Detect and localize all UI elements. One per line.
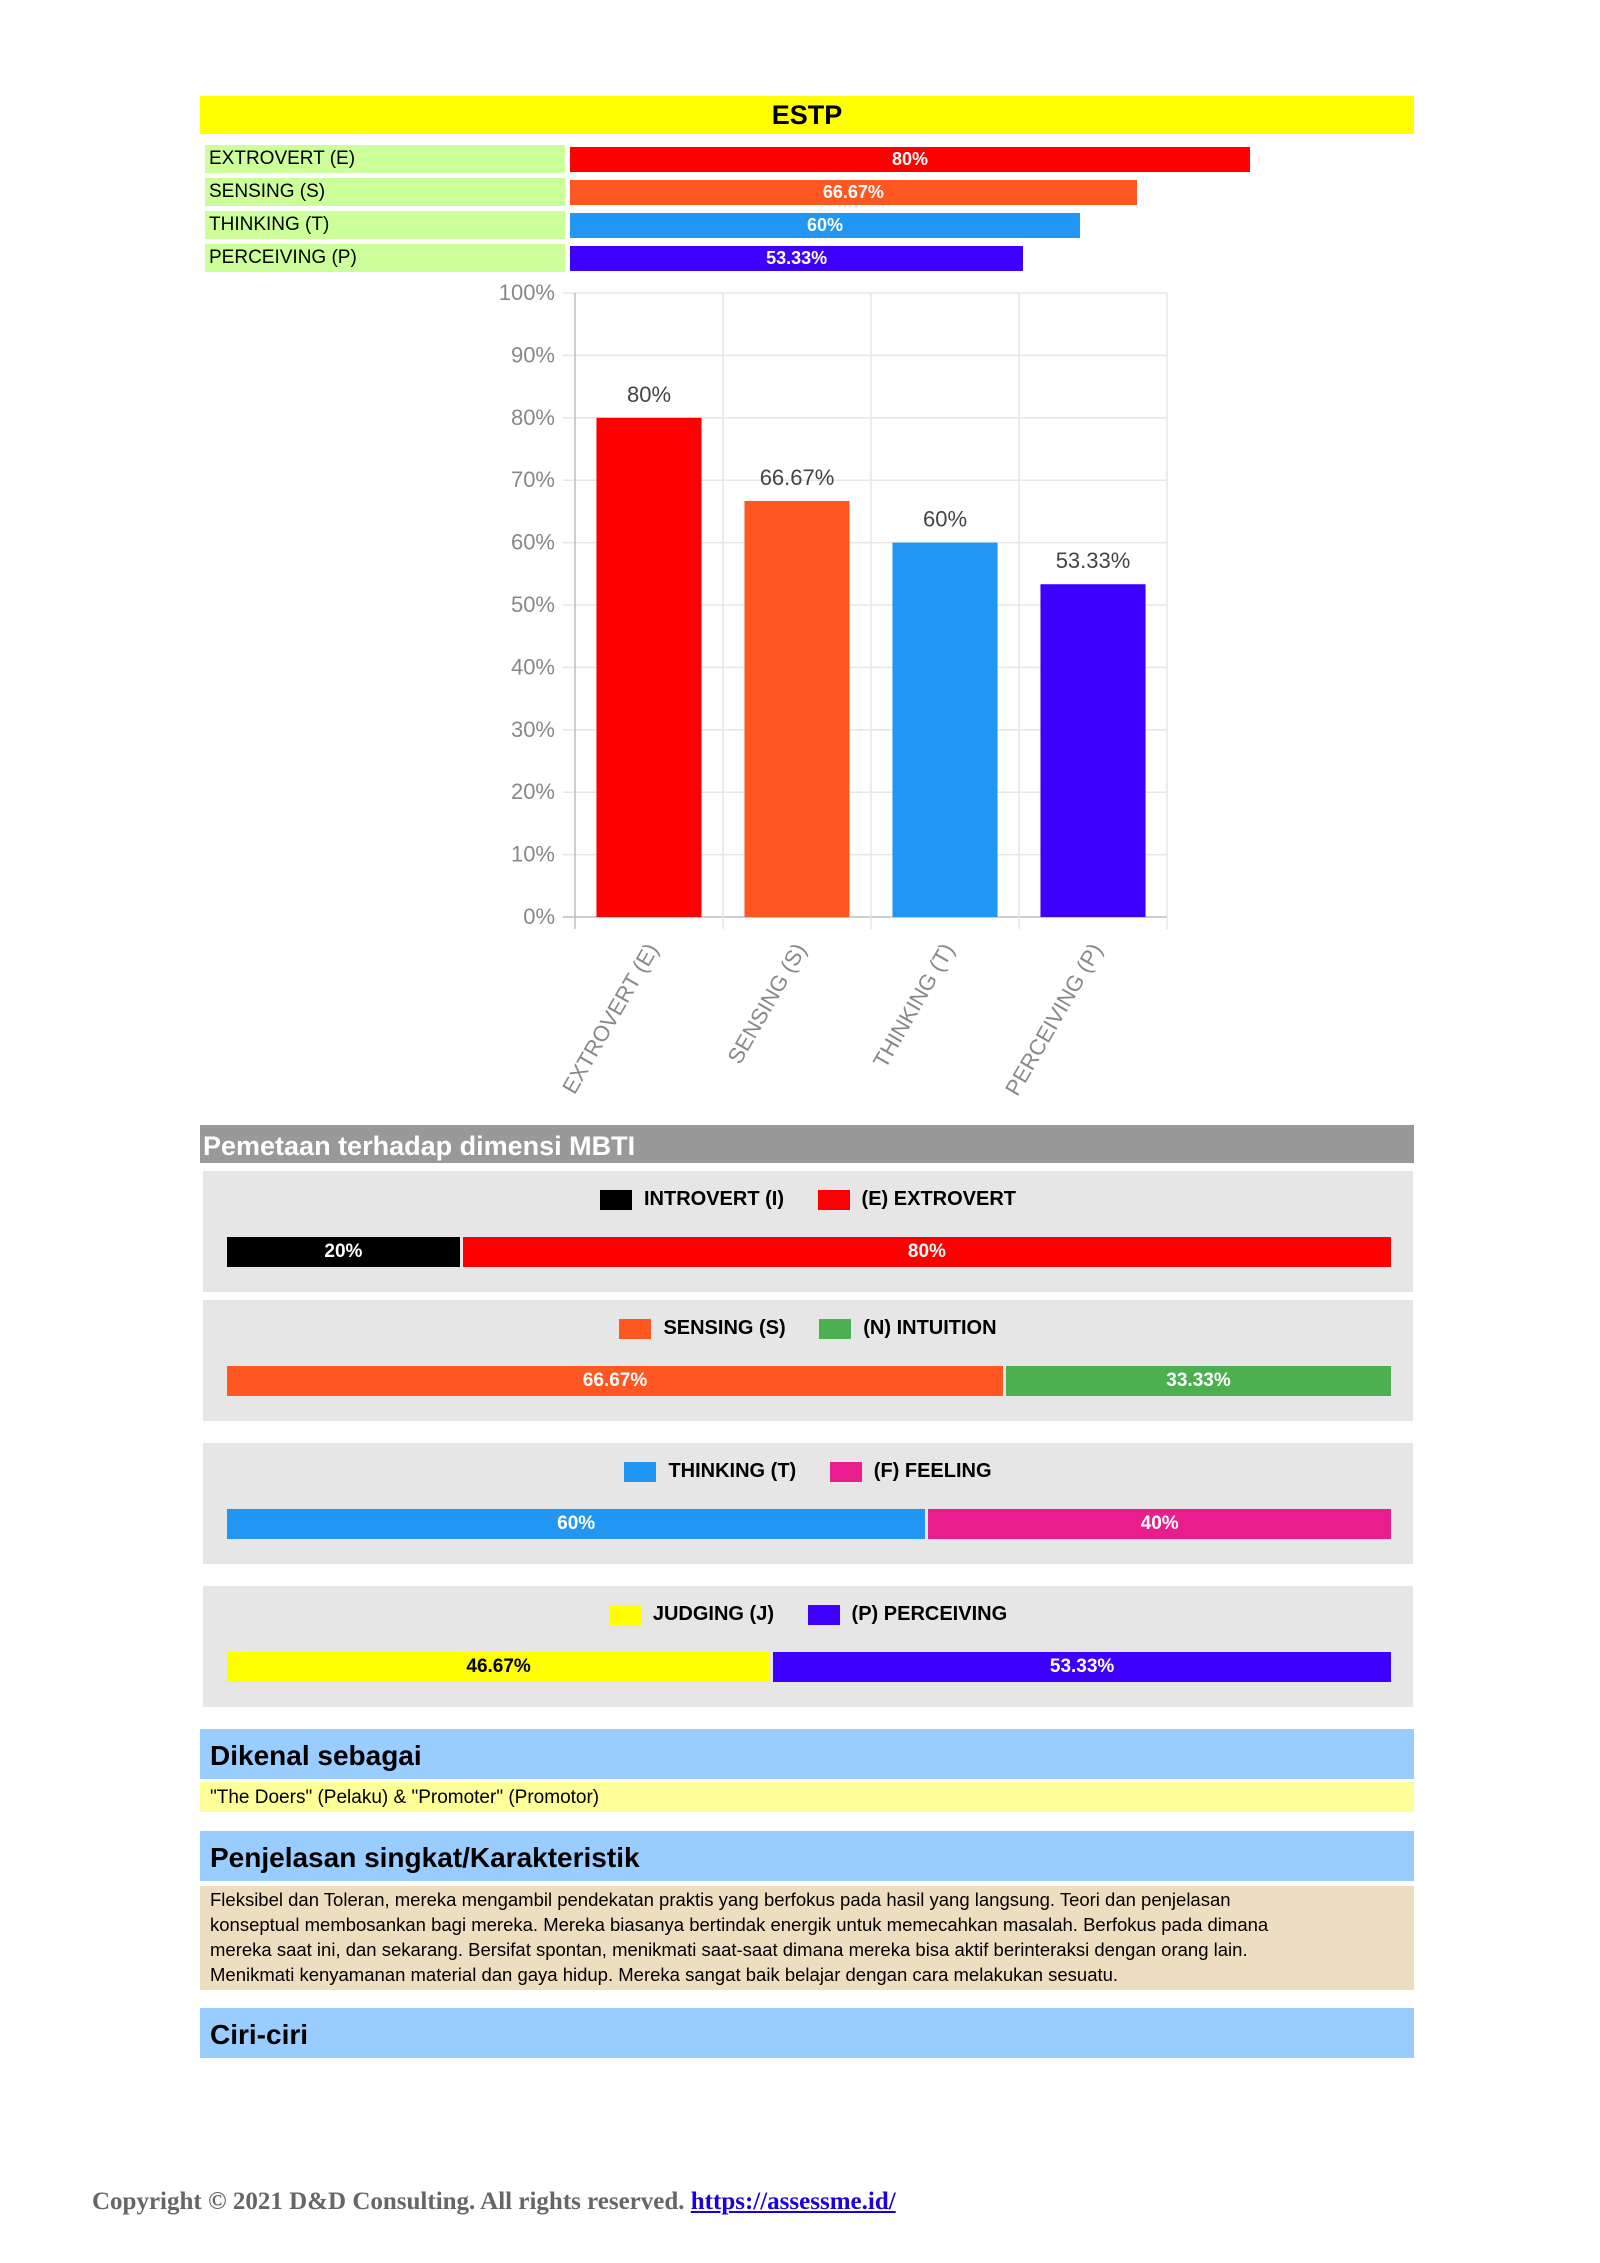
dimension-split-bar (227, 1237, 1391, 1267)
y-tick-label: 30% (510, 716, 555, 742)
dimension-legend (203, 1317, 1413, 1341)
bar (744, 501, 849, 917)
description-title: Penjelasan singkat/Karakteristik (200, 1831, 1414, 1881)
split-right-segment: 53.33% (770, 1652, 1391, 1682)
y-tick-label: 60% (510, 529, 555, 555)
dimension-sn (203, 1300, 1413, 1421)
legend-left (609, 1603, 774, 1626)
y-tick-label: 10% (510, 841, 555, 867)
y-tick-label: 40% (510, 654, 555, 680)
bar (1040, 584, 1145, 917)
known-as-text: "The Doers" (Pelaku) & "Promoter" (Promotor) (200, 1782, 1414, 1812)
split-right-segment: 33.33% (1003, 1366, 1391, 1396)
personality-type-title: ESTP (200, 96, 1414, 134)
description-text (200, 1886, 1414, 1990)
summary-label: SENSING (S) (205, 178, 565, 206)
summary-label: THINKING (T) (205, 211, 565, 239)
y-tick-label: 100% (498, 280, 555, 305)
legend-swatch (819, 1319, 851, 1339)
legend-right (808, 1603, 1008, 1626)
legend-label: (N) INTUITION (863, 1317, 997, 1339)
x-tick-label: EXTROVERT (E) (557, 939, 664, 1098)
legend-right (819, 1317, 996, 1340)
legend-swatch (808, 1605, 840, 1625)
legend-swatch (619, 1319, 651, 1339)
legend-label: JUDGING (J) (652, 1603, 774, 1625)
dimension-split-bar (227, 1652, 1391, 1682)
data-label: 60% (922, 506, 968, 532)
dimension-ie (203, 1171, 1413, 1292)
dimension-split-bar (227, 1509, 1391, 1539)
legend-swatch (818, 1190, 850, 1210)
split-left-segment: 66.67% (227, 1366, 1003, 1396)
traits-title: Ciri-ciri (200, 2008, 1414, 2058)
data-label: 53.33% (1055, 548, 1131, 574)
dimension-legend (203, 1460, 1413, 1484)
legend-right (818, 1188, 1016, 1211)
split-left-segment: 60% (227, 1509, 925, 1539)
legend-left (619, 1317, 785, 1340)
dimension-jp (203, 1586, 1413, 1707)
bar (892, 543, 997, 917)
legend-swatch (830, 1462, 862, 1482)
y-tick-label: 50% (510, 592, 555, 617)
summary-label: PERCEIVING (P) (205, 244, 565, 272)
split-left-segment: 46.67% (227, 1652, 770, 1682)
description-line: Menikmati kenyamanan material dan gaya hidup. Mereka sangat baik belajar dengan cara melakukan sesuatu. (210, 1964, 1119, 1985)
legend-swatch (600, 1190, 632, 1210)
legend-left (624, 1460, 796, 1483)
legend-label: INTROVERT (I) (643, 1188, 784, 1210)
description-line: konseptual membosankan bagi mereka. Mereka biasanya bertindak energik untuk memecahkan masalah. Berfokus pada dimana (210, 1914, 1269, 1935)
summary-bar: 53.33% (570, 246, 1023, 271)
y-tick-label: 0% (523, 904, 555, 929)
y-tick-label: 20% (510, 779, 555, 805)
split-left-segment: 20% (227, 1237, 460, 1267)
legend-swatch (624, 1462, 656, 1482)
legend-label: SENSING (S) (663, 1317, 786, 1339)
summary-bar: 60% (570, 213, 1080, 238)
y-tick-label: 90% (510, 342, 555, 368)
description-line: mereka saat ini, dan sekarang. Bersifat spontan, menikmati saat-saat dimana mereka bisa aktif berinteraksi dengan orang lain. (210, 1939, 1248, 1960)
legend-swatch (609, 1605, 641, 1625)
split-right-segment: 80% (460, 1237, 1391, 1267)
description-line: Fleksibel dan Toleran, mereka mengambil pendekatan praktis yang berfokus pada hasil yang langsung. Teori dan penjelasan (210, 1889, 1231, 1910)
dimension-legend (203, 1188, 1413, 1212)
legend-right (830, 1460, 992, 1483)
y-tick-label: 70% (510, 467, 555, 493)
data-label: 66.67% (759, 464, 835, 490)
website-link[interactable]: https://assessme.id/ (690, 2188, 896, 2215)
summary-bar: 66.67% (570, 180, 1137, 205)
chart-svg (440, 280, 1180, 1100)
known-as-title: Dikenal sebagai (200, 1729, 1414, 1779)
x-tick-label: PERCEIVING (P) (1000, 939, 1108, 1100)
bar (596, 418, 701, 917)
dimension-bar-chart (440, 280, 1180, 1100)
legend-label: (P) PERCEIVING (851, 1603, 1008, 1625)
dimension-split-bar (227, 1366, 1391, 1396)
data-label: 80% (626, 381, 672, 407)
mapping-section-title: Pemetaan terhadap dimensi MBTI (200, 1125, 1414, 1163)
footer (92, 2188, 896, 2216)
split-right-segment: 40% (925, 1509, 1391, 1539)
legend-left (600, 1188, 784, 1211)
legend-label: (F) FEELING (873, 1460, 992, 1482)
summary-label: EXTROVERT (E) (205, 145, 565, 173)
dimension-legend (203, 1603, 1413, 1627)
copyright-text: Copyright © 2021 D&D Consulting. All rights reserved. (92, 2188, 685, 2215)
legend-label: THINKING (T) (668, 1460, 797, 1482)
dimension-tf (203, 1443, 1413, 1564)
x-tick-label: SENSING (S) (722, 939, 812, 1068)
summary-bar: 80% (570, 147, 1250, 172)
y-tick-label: 80% (510, 404, 555, 430)
legend-label: (E) EXTROVERT (861, 1188, 1016, 1210)
x-tick-label: THINKING (T) (868, 939, 960, 1073)
